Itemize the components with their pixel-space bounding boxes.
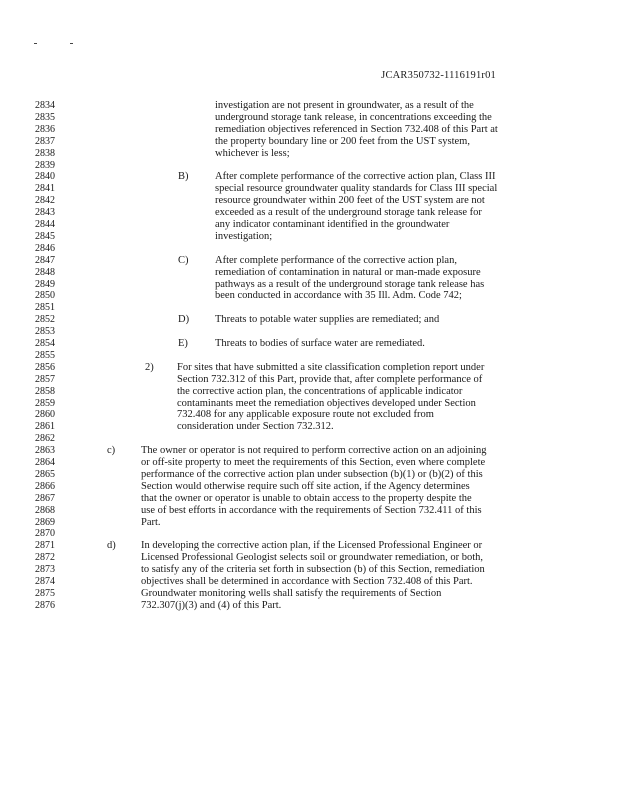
- text-line: remediation objectives referenced in Section 732.408 of this Part at: [215, 123, 498, 135]
- line-number: 2864: [35, 457, 55, 468]
- text-line: resource groundwater within 200 feet of the UST system are not: [215, 195, 485, 207]
- text-line: to satisfy any of the criteria set forth in subsection (b) of this Section, remediation: [141, 564, 485, 576]
- text-line: any indicator contaminant identified in the groundwater: [215, 219, 450, 230]
- line-number: 2854: [35, 338, 55, 349]
- line-number: 2855: [35, 349, 55, 361]
- text-line: consideration under Section 732.312.: [177, 421, 334, 433]
- text-line: investigation;: [215, 230, 273, 242]
- line-number: 2850: [35, 290, 55, 302]
- scan-mark: [34, 43, 37, 44]
- text-line: contaminants meet the remediation objectives developed under Section: [177, 397, 476, 409]
- line-number: 2862: [35, 433, 55, 445]
- text-line: whichever is less;: [215, 147, 290, 159]
- line-number: 2867: [35, 492, 55, 504]
- text-line: Section 732.312 of this Part, provide that, after complete performance of: [177, 373, 483, 385]
- line-number: 2838: [35, 147, 55, 159]
- text-line: Part.: [141, 516, 161, 528]
- scan-mark: [70, 43, 73, 44]
- text-line: investigation are not present in groundwater, as a result of the: [215, 100, 474, 111]
- line-number: 2836: [35, 123, 55, 135]
- line-number: 2869: [35, 516, 55, 528]
- line-number: 2840: [35, 171, 55, 183]
- line-number: 2870: [35, 528, 55, 540]
- section-label: E): [178, 338, 188, 349]
- text-line: performance of the corrective action plan under subsection (b)(1) or (b)(2) of this: [141, 468, 483, 480]
- line-number: 2871: [35, 540, 55, 552]
- line-number: 2839: [35, 159, 55, 171]
- section-label: 2): [145, 361, 154, 373]
- section-label: B): [178, 171, 189, 183]
- text-line: use of best efforts in accordance with the requirements of Section 732.411 of this: [141, 504, 482, 516]
- line-number: 2846: [35, 242, 55, 254]
- line-number: 2845: [35, 230, 55, 242]
- line-number: 2847: [35, 254, 55, 266]
- line-number: 2859: [35, 397, 55, 409]
- text-line: After complete performance of the corrective action plan, Class III: [215, 171, 496, 183]
- line-number: 2858: [35, 385, 55, 397]
- text-line: For sites that have submitted a site classification completion report under: [177, 361, 485, 373]
- text-line: The owner or operator is not required to perform corrective action on an adjoining: [141, 445, 487, 457]
- text-line: underground storage tank release, in concentrations exceeding the: [215, 111, 492, 123]
- line-number: 2856: [35, 361, 55, 373]
- line-number: 2851: [35, 302, 55, 314]
- section-label: c): [107, 445, 116, 457]
- line-number: 2842: [35, 195, 55, 207]
- text-line: exceeded as a result of the underground storage tank release for: [215, 207, 482, 219]
- line-number: 2844: [35, 219, 55, 230]
- line-number: 2841: [35, 183, 55, 195]
- text-line: Threats to potable water supplies are remediated; and: [215, 314, 440, 326]
- line-number: 2868: [35, 504, 55, 516]
- text-line: Threats to bodies of surface water are remediated.: [215, 338, 425, 349]
- text-line: Section would otherwise require such off site action, if the Agency determines: [141, 480, 470, 492]
- section-label: D): [178, 314, 190, 326]
- line-number: 2875: [35, 587, 55, 599]
- line-number: 2853: [35, 326, 55, 338]
- line-number: 2860: [35, 409, 55, 421]
- text-line: been conducted in accordance with 35 Ill. Adm. Code 742;: [215, 290, 462, 302]
- line-number: 2835: [35, 111, 55, 123]
- line-number: 2863: [35, 445, 55, 457]
- line-number: 2848: [35, 266, 55, 278]
- line-number: 2843: [35, 207, 55, 219]
- text-line: 732.307(j)(3) and (4) of this Part.: [141, 599, 282, 611]
- line-number: 2866: [35, 480, 55, 492]
- line-number: 2857: [35, 373, 55, 385]
- text-line: objectives shall be determined in accordance with Section 732.408 of this Part.: [141, 576, 473, 587]
- line-number: 2865: [35, 468, 55, 480]
- text-line: pathways as a result of the underground storage tank release has: [215, 278, 485, 290]
- line-number: 2874: [35, 576, 55, 587]
- line-number: 2873: [35, 564, 55, 576]
- text-line: 732.408 for any applicable exposure route not excluded from: [177, 409, 434, 421]
- section-label: d): [107, 540, 116, 552]
- document-id: JCAR350732-1116191r01: [381, 70, 496, 81]
- text-line: In developing the corrective action plan, if the Licensed Professional Engineer or: [141, 540, 483, 552]
- text-line: the corrective action plan, the concentrations of applicable indicator: [177, 385, 463, 397]
- line-number: 2876: [35, 599, 55, 611]
- line-number: 2852: [35, 314, 55, 326]
- line-number: 2837: [35, 135, 55, 147]
- section-label: C): [178, 254, 189, 266]
- text-line: the property boundary line or 200 feet from the UST system,: [215, 135, 470, 147]
- text-line: that the owner or operator is unable to obtain access to the property despite the: [141, 492, 472, 504]
- line-number: 2861: [35, 421, 55, 433]
- text-line: Licensed Professional Geologist selects soil or groundwater remediation, or both,: [141, 552, 484, 564]
- line-number: 2872: [35, 552, 55, 564]
- line-number: 2834: [35, 100, 55, 111]
- text-line: remediation of contamination in natural or man-made exposure: [215, 266, 481, 278]
- line-number: 2849: [35, 278, 55, 290]
- text-line: Groundwater monitoring wells shall satisfy the requirements of Section: [141, 587, 442, 599]
- text-line: or off-site property to meet the requirements of this Section, even where complete: [141, 457, 486, 468]
- text-line: After complete performance of the corrective action plan,: [215, 254, 457, 266]
- text-line: special resource groundwater quality standards for Class III special: [215, 183, 498, 195]
